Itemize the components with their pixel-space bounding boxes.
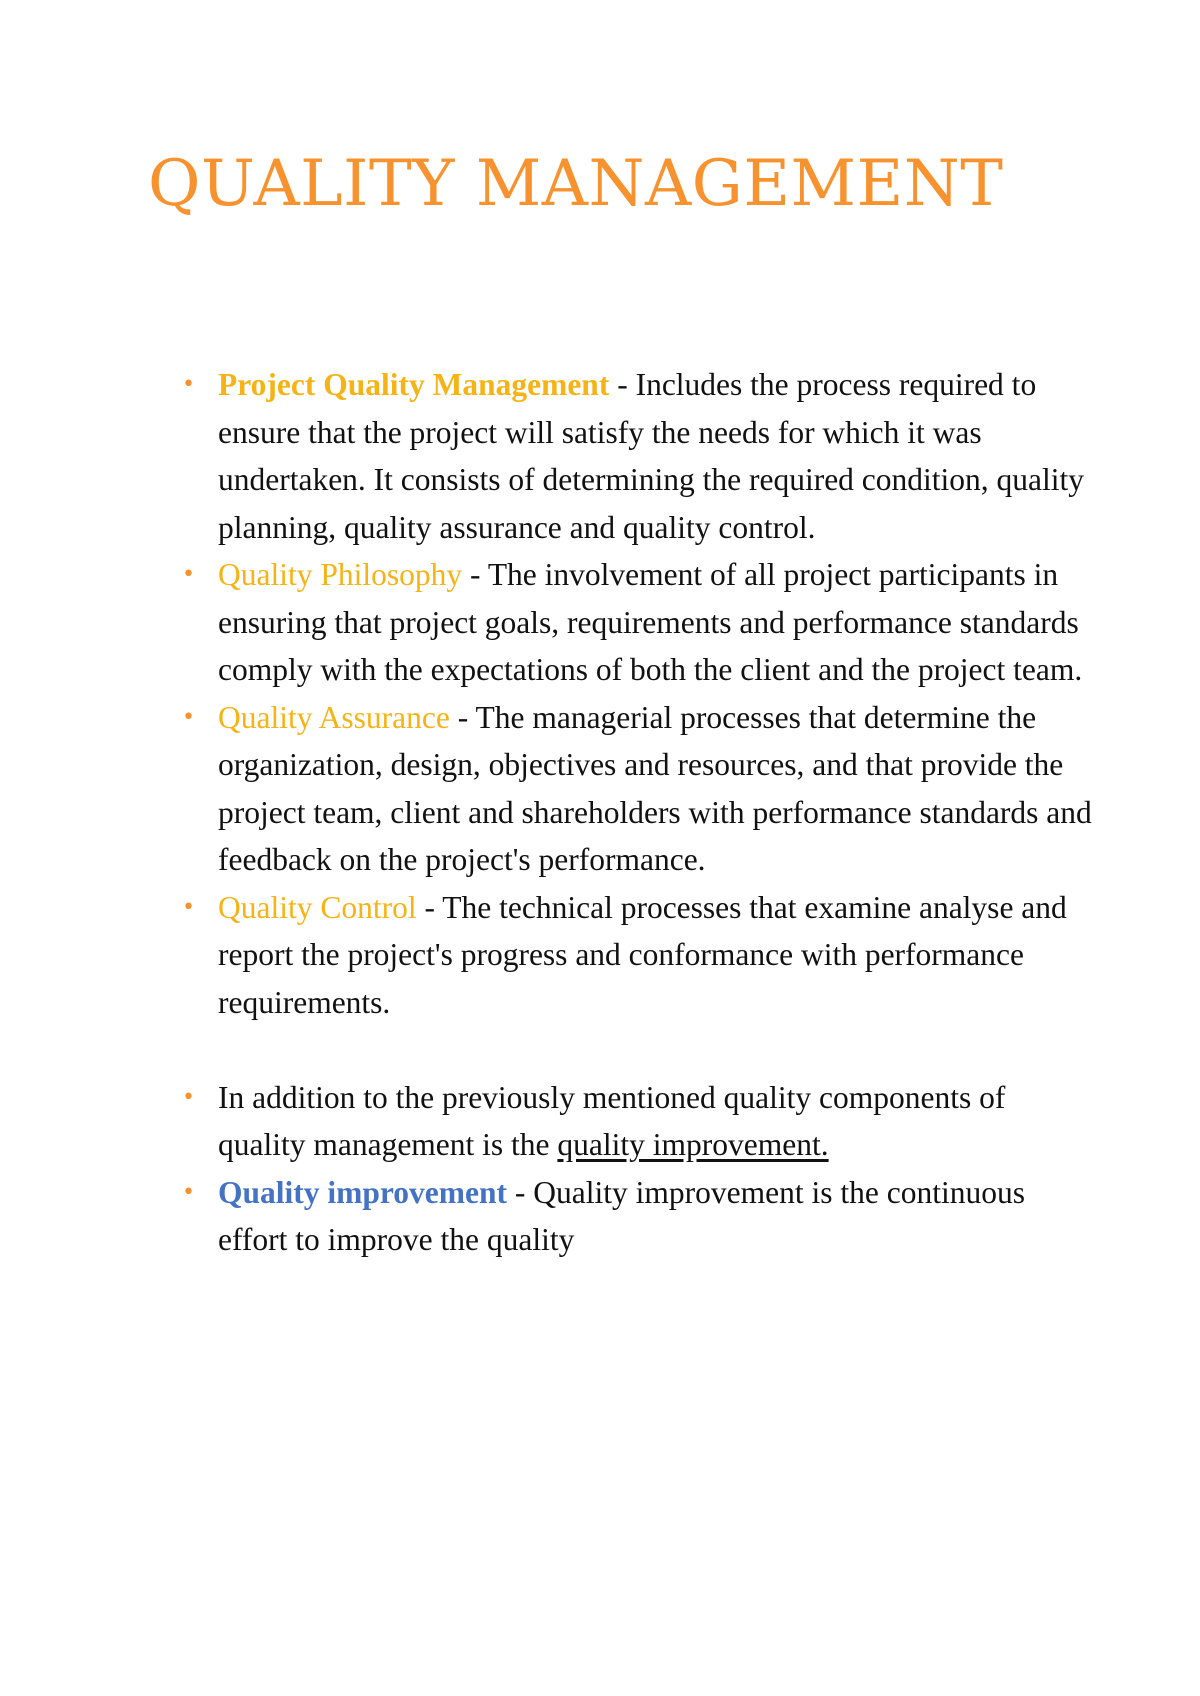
list-item — [182, 551, 1098, 694]
term-separator: - — [507, 1174, 534, 1210]
list-item — [182, 361, 1098, 551]
term-quality-improvement: Quality improvement — [218, 1174, 508, 1210]
bullet-icon: • — [182, 894, 195, 920]
bullet-icon: • — [182, 1179, 195, 1205]
definition-text: The managerial processes that determine the organization, design, objectives and resources, and that provide the project team, client and shareholders with performance standards and feedback on the project's performance. — [218, 699, 1092, 877]
term-separator: - — [416, 889, 443, 925]
bullet-icon: • — [182, 1084, 195, 1110]
definition-text: The involvement of all project participants in ensuring that project goals, requirements and performance standards comply with the expectations of both the client and the project team. — [218, 557, 1083, 687]
term-project-quality-management: Project Quality Management — [218, 367, 610, 402]
paragraph-text: In addition to the previously mentioned quality components of quality management is the — [218, 1079, 1006, 1162]
quality-improvement-underlined: quality improvement. — [557, 1127, 829, 1162]
definition-text: Includes the process required to ensure that the project will satisfy the needs for which it was undertaken. It consists of determining the required condition, quality planning, quality assurance and quality control. — [218, 367, 1085, 545]
document-title: QUALITY MANAGEMENT — [148, 147, 1004, 221]
list-item — [182, 884, 1098, 1027]
definition-text: The technical processes that examine analyse and report the project's progress and conformance with performance requirements. — [218, 889, 1067, 1020]
bullet-icon: • — [182, 704, 195, 730]
list-item — [182, 694, 1098, 884]
term-separator: - — [449, 699, 476, 735]
term-quality-assurance: Quality Assurance — [218, 699, 450, 735]
definition-list — [182, 361, 1098, 1264]
list-item — [182, 1169, 1098, 1264]
term-quality-philosophy: Quality Philosophy — [218, 557, 463, 592]
list-item — [182, 1074, 1098, 1169]
term-quality-control: Quality Control — [218, 889, 417, 925]
bullet-icon: • — [182, 562, 195, 587]
term-separator: - — [609, 367, 636, 402]
term-separator: - — [462, 557, 488, 592]
definition-text: Quality improvement is the continuous effort to improve the quality — [218, 1174, 1025, 1257]
bullet-icon: • — [182, 372, 195, 397]
